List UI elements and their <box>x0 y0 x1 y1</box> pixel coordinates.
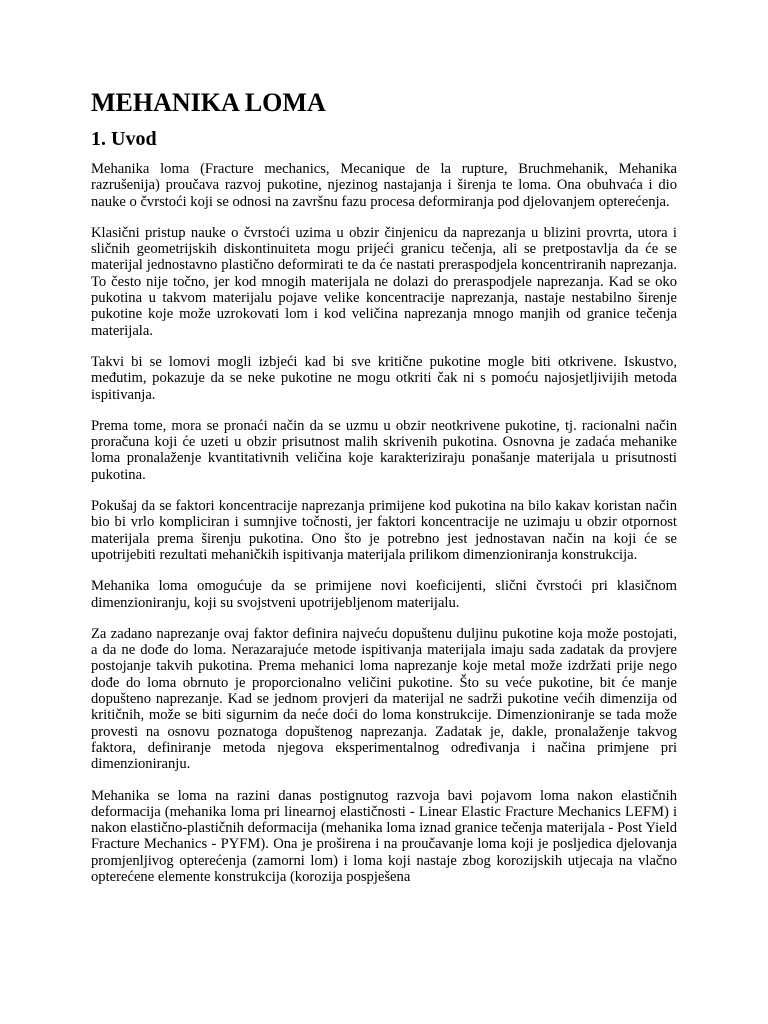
paragraph-3: Takvi bi se lomovi mogli izbjeći kad bi sve kritične pukotine mogle biti otkrivene. Iskustvo, međutim, pokazuje da se neke pukotine ne mogu otkriti čak ni s pomoću najosjetljivijih metoda ispitivanja. <box>91 353 677 403</box>
paragraph-4: Prema tome, mora se pronaći način da se uzmu u obzir neotkrivene pukotine, tj. racionalni način proračuna koji će uzeti u obzir prisutnost malih skrivenih pukotina. Osnovna je zadaća mehanike loma pronalaženje kvantitativnih veličina koje karakteriziraju ponašanje materijala u prisutnosti pukotina. <box>91 417 677 483</box>
document-page <box>91 88 677 885</box>
paragraph-8: Mehanika se loma na razini danas postignutog razvoja bavi pojavom loma nakon elastičnih deformacija (mehanika loma pri linearnoj elastičnosti - Linear Elastic Fracture Mechanics LEFM) i nakon elastično-plastičnih deformacija (mehanika loma iznad granice tečenja materijala - Post Yield Fracture Mechanics - PYFM). Ona je proširena i na proučavanje loma koji je posljedica djelovanja promjenljivog opterećenja (zamorni lom) i loma koji nastaje zbog korozijskih utjecaja na vlačno opterećene elemente konstrukcija (korozija pospješena <box>91 787 677 885</box>
paragraph-1: Mehanika loma (Fracture mechanics, Mecanique de la rupture, Bruchmehanik, Mehanika razrušenija) proučava razvoj pukotine, njezinog nastajanja i širenja te loma. Ona obuhvaća i dio nauke o čvrstoći koji se odnosi na završnu fazu procesa deformiranja pod djelovanjem opterećenja. <box>91 161 677 210</box>
paragraph-6: Mehanika loma omogućuje da se primijene novi koeficijenti, slični čvrstoći pri klasičnom dimenzioniranju, koji su svojstveni upotrijebljenom materijalu. <box>91 578 677 611</box>
paragraph-7: Za zadano naprezanje ovaj faktor definira najveću dopuštenu duljinu pukotine koja može postojati, a da ne dođe do loma. Nerazarajuće metode ispitivanja materijala imaju sada zadatak da provjere postojanje takvih pukotina. Prema mehanici loma naprezanje koje metal može izdržati prije nego dođe do loma obrnuto je proporcionalno veličini pukotine. Što su veće pukotine, bit će manje dopušteno naprezanje. Kad se jednom provjeri da materijal ne sadrži pukotine većih dimenzija od kritičnih, može se biti sigurnim da neće doći do loma konstrukcije. Dimenzioniranje se tada može provesti na osnovu poznatoga dopuštenog naprezanja. Zadatak je, dakle, pronalaženje takvog faktora, definiranje metoda njegova eksperimentalnog određivanja i načina primjene pri dimenzioniranju. <box>91 625 677 773</box>
paragraph-5: Pokušaj da se faktori koncentracije naprezanja primijene kod pukotina na bilo kakav koristan način bio bi vrlo kompliciran i sumnjive točnosti, jer faktori koncentracije ne uzimaju u obzir otpornost materijala prema širenju pukotina. Ono što je potrebno jest jednostavan način na koji će se upotrijebiti rezultati mehaničkih ispitivanja materijala prilikom dimenzioniranja konstrukcija. <box>91 498 677 563</box>
document-title: MEHANIKA LOMA <box>91 88 326 117</box>
paragraph-2: Klasični pristup nauke o čvrstoći uzima u obzir činjenicu da naprezanja u blizini provrta, utora i sličnih geometrijskih diskontinuiteta mogu prijeći granicu tečenja, ali se pretpostavlja da će se materijal jednostavno plastično deformirati te da će nastati preraspodjela koncentriranih naprezanja. To često nije točno, jer kod mnogih materijala ne dolazi do preraspodjele naprezanja. Kad se oko pukotina u takvom materijalu pojave velike koncentracije naprezanja, nastaje nestabilno širenje pukotine koje može uzrokovati lom i kod veličina naprezanja mnogo manjih od granice tečenja materijala. <box>91 224 677 339</box>
section-heading: 1. Uvod <box>91 128 157 150</box>
